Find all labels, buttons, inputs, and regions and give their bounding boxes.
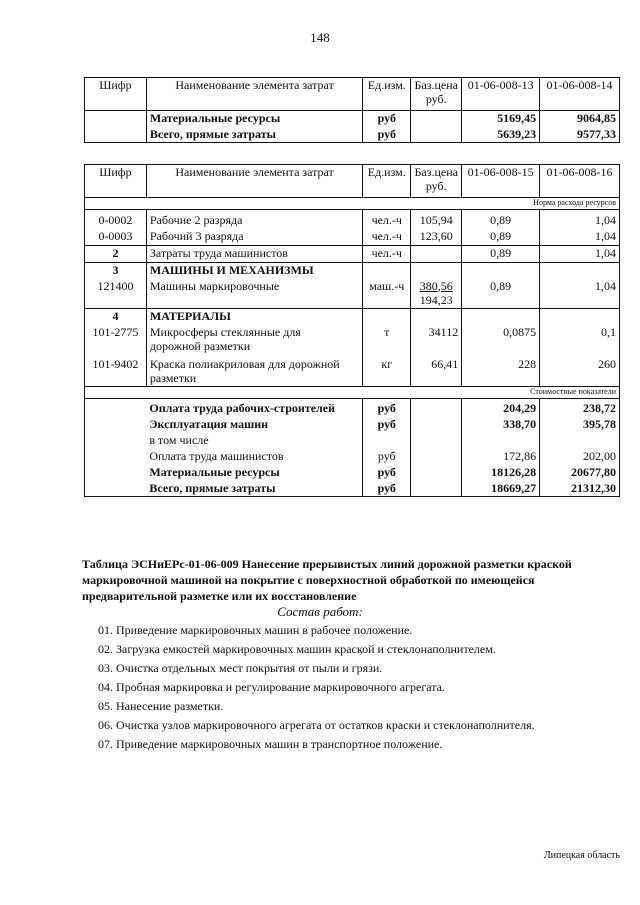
table-caption: Таблица ЭСНиЕРс-01-06-009 Нанесение прерывистых линий дорожной разметки краской маркировочной машиной на покрытие с поверхностной обработкой по имеющейся предварительной разметке или их восстановление: [82, 557, 572, 603]
row-name: Всего, прямые затраты: [146, 127, 362, 143]
header-name: Наименование элемента затрат: [146, 78, 362, 111]
row-value-1: 18669,27: [462, 481, 540, 497]
list-item: 06. Очистка узлов маркировочного агрегата от остатков краски и стеклонаполнителя.: [98, 718, 535, 732]
table-row: [85, 357, 620, 387]
row-price: 123,60: [411, 229, 462, 246]
row-name: Микросферы стеклянные для: [149, 324, 301, 339]
list-item: 05. Нанесение разметки.: [98, 699, 224, 713]
row-value-2: 260: [540, 357, 620, 387]
row-value-2: 20677,80: [540, 465, 620, 481]
row-value-1: 18126,28: [462, 465, 540, 481]
cost-table-15-16: [84, 164, 620, 497]
row-name: Эксплуатация машин: [149, 416, 269, 431]
row-value-2: 395,78: [540, 417, 620, 433]
table-row: [85, 127, 620, 143]
row-name-cont: дорожной разметки: [149, 338, 251, 353]
row-unit: т: [363, 325, 411, 357]
row-value-2: 1,04: [540, 279, 620, 309]
row-value-2: 1,04: [540, 210, 620, 229]
norm-label: Норма расхода ресурсов: [85, 198, 620, 210]
row-value-1: 0,0875: [462, 325, 540, 357]
row-unit: чел.-ч: [363, 246, 411, 263]
row-value-1: 228: [462, 357, 540, 387]
works-title: Состав работ:: [277, 604, 363, 619]
row-value-2: 202,00: [540, 449, 620, 465]
footer-region: Липецкая область: [543, 850, 620, 861]
row-code: 0-0002: [85, 210, 147, 229]
row-name: Рабочий 3 разряда: [146, 229, 362, 246]
row-unit: руб: [363, 111, 411, 127]
row-value-1: 0,89: [462, 246, 540, 263]
row-price: 66,41: [411, 357, 462, 387]
section-name: Затраты труда машинистов: [146, 246, 362, 263]
row-value-1: 0,89: [462, 229, 540, 246]
row-name: в том числе: [149, 432, 209, 447]
row-name: Материальные ресурсы: [146, 111, 362, 127]
row-unit: руб: [363, 127, 411, 143]
table-row: [85, 229, 620, 246]
header-col2: 01-06-008-14: [540, 78, 620, 111]
row-name: Всего, прямые затраты: [146, 481, 362, 497]
row-code: 0-0003: [85, 229, 147, 246]
row-price: 105,94: [411, 210, 462, 229]
row-value-2: 1,04: [540, 246, 620, 263]
row-name: Краска полиакриловая для дорожной: [149, 356, 340, 371]
row-name: Машины маркировочные: [146, 279, 362, 309]
table-row: [85, 433, 620, 449]
table-row: [85, 449, 620, 465]
page-number: 148: [310, 30, 330, 45]
row-unit: руб: [363, 399, 411, 417]
row-value-1: 0,89: [462, 210, 540, 229]
list-item: 01. Приведение маркировочных машин в рабочее положение.: [98, 623, 413, 637]
row-value-1: 172,86: [462, 449, 540, 465]
header-base-price: Баз.цена руб.: [411, 78, 462, 111]
works-list: [98, 621, 535, 754]
row-name: Материальные ресурсы: [149, 464, 280, 479]
row-name: Оплата труда машинистов: [149, 448, 284, 463]
cost-label: Стоимостные показатели: [85, 387, 620, 399]
row-unit: руб: [363, 465, 411, 481]
row-value-1: 5169,45: [462, 111, 540, 127]
row-value-1: 204,29: [462, 399, 540, 417]
row-value-2: 238,72: [540, 399, 620, 417]
table-row: [85, 417, 620, 433]
table-header-row: [85, 165, 620, 198]
table-row: [85, 279, 620, 309]
row-name: Оплата труда рабочих-строителей: [149, 401, 336, 415]
row-value-2: 21312,30: [540, 481, 620, 497]
section-row: [85, 309, 620, 325]
header-unit: Ед.изм.: [363, 165, 411, 198]
section-title: МАТЕРИАЛЫ: [146, 309, 362, 325]
table-row: [85, 481, 620, 497]
cost-label-row: [85, 387, 620, 399]
header-base-price: Баз.цена руб.: [411, 165, 462, 198]
row-value-2: 9064,85: [540, 111, 620, 127]
row-unit: руб: [363, 417, 411, 433]
header-col2: 01-06-008-16: [540, 165, 620, 198]
section-code: 4: [85, 309, 147, 325]
cost-table-13-14: [84, 77, 620, 143]
row-unit: руб: [363, 449, 411, 465]
table-row: [85, 465, 620, 481]
header-name: Наименование элемента затрат: [146, 165, 362, 198]
section-code: 3: [85, 263, 147, 279]
row-name: Рабочие 2 разряда: [146, 210, 362, 229]
row-code: 101-2775: [85, 325, 147, 357]
list-item: 07. Приведение маркировочных машин в транспортное положение.: [98, 737, 443, 751]
header-code: Шифр: [85, 78, 147, 111]
norm-label-row: [85, 198, 620, 210]
row-value-2: 0,1: [540, 325, 620, 357]
row-price: 34112: [411, 325, 462, 357]
row-unit: чел.-ч: [363, 229, 411, 246]
section-title: МАШИНЫ И МЕХАНИЗМЫ: [146, 263, 362, 279]
section-row: [85, 246, 620, 263]
row-price: 380,56: [419, 278, 453, 293]
row-value-2: 1,04: [540, 229, 620, 246]
row-price-secondary: 194,23: [419, 292, 453, 307]
row-unit: маш.-ч: [363, 279, 411, 309]
header-col1: 01-06-008-15: [462, 165, 540, 198]
list-item: 04. Пробная маркировка и регулирование маркировочного агрегата.: [98, 680, 445, 694]
table-row: [85, 210, 620, 229]
list-item: 02. Загрузка емкостей маркировочных машин краской и стеклонаполнителем.: [98, 642, 496, 656]
row-value-1: 5639,23: [462, 127, 540, 143]
row-code: 101-9402: [85, 357, 147, 387]
row-code: 121400: [85, 279, 147, 309]
row-value-1: 0,89: [462, 279, 540, 309]
table-row: [85, 325, 620, 357]
header-col1: 01-06-008-13: [462, 78, 540, 111]
section-code: 2: [85, 246, 147, 263]
row-value-2: 9577,33: [540, 127, 620, 143]
row-unit: руб: [363, 481, 411, 497]
table-header-row: [85, 78, 620, 111]
table-row: [85, 399, 620, 417]
list-item: 03. Очистка отдельных мест покрытия от пыли и грязи.: [98, 661, 383, 675]
row-unit: чел.-ч: [363, 210, 411, 229]
row-value-1: 338,70: [462, 417, 540, 433]
header-code: Шифр: [85, 165, 147, 198]
section-row: [85, 263, 620, 279]
header-unit: Ед.изм.: [363, 78, 411, 111]
row-name-cont: разметки: [149, 370, 197, 385]
row-unit: кг: [363, 357, 411, 387]
table-row: [85, 111, 620, 127]
